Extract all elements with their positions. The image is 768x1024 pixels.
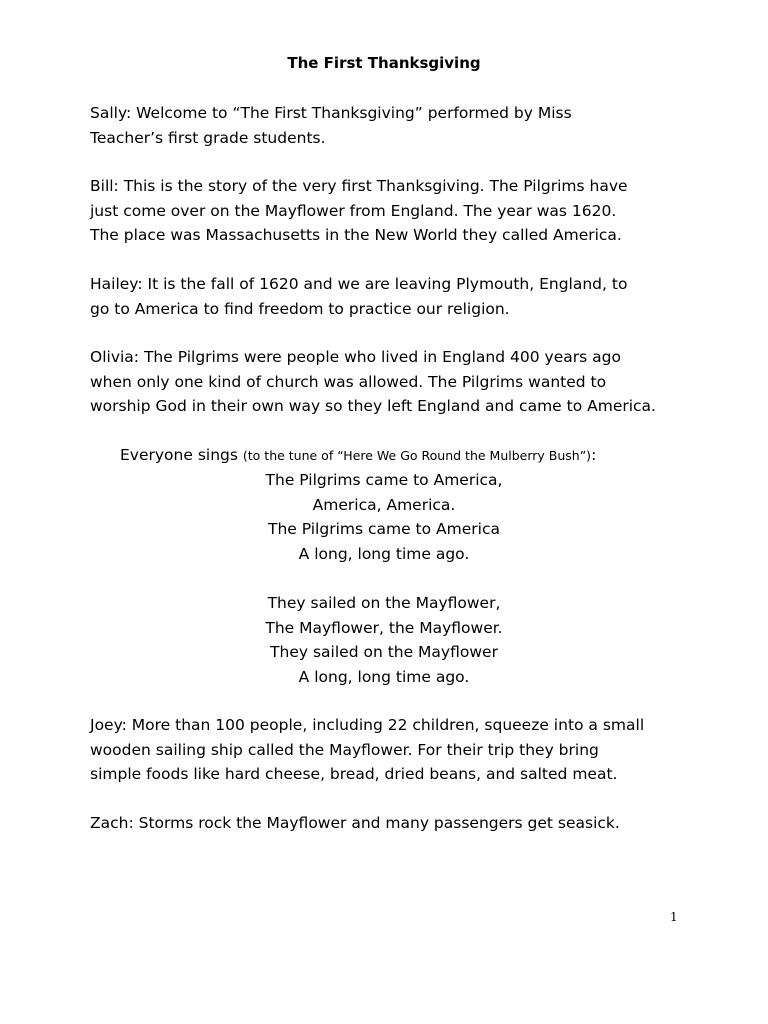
text-line: Zach: Storms rock the Mayflower and many passengers get seasick.: [90, 814, 620, 832]
text-line: simple foods like hard cheese, bread, dried beans, and salted meat.: [90, 765, 618, 783]
text-line: wooden sailing ship called the Mayflower. For their trip they bring: [90, 740, 599, 759]
verse-line: The Mayflower, the Mayflower.: [265, 618, 503, 637]
text-line: Joey: More than 100 people, including 22 children, squeeze into a small: [90, 716, 645, 734]
verse-line: A long, long time ago.: [298, 667, 470, 686]
song-verse-2: [0, 591, 768, 689]
verse-line: America, America.: [312, 495, 456, 514]
text-line: The place was Massachusetts in the New World they called America.: [90, 226, 622, 244]
paragraph-hailey: [90, 272, 710, 321]
paragraph-olivia: [90, 345, 710, 419]
text-line: go to America to find freedom to practice our religion.: [90, 299, 510, 318]
verse-line: A long, long time ago.: [298, 544, 470, 563]
page-title: The First Thanksgiving: [287, 54, 481, 72]
song-intro-label: Everyone sings: [120, 446, 238, 464]
page-number: 1: [670, 910, 678, 924]
paragraph-bill: [90, 174, 710, 248]
text-line: Sally: Welcome to “The First Thanksgiving” performed by Miss: [90, 104, 572, 122]
text-line: Olivia: The Pilgrims were people who lived in England 400 years ago: [90, 348, 621, 366]
song-verse-1: [0, 468, 768, 566]
tune-note: (to the tune of “Here We Go Round the Mulberry Bush”): [242, 448, 592, 463]
verse-line: They sailed on the Mayflower: [270, 643, 498, 661]
paragraph-sally: [90, 101, 710, 150]
song-intro-colon: :: [591, 446, 597, 464]
paragraph-zach: [90, 811, 710, 836]
text-line: worship God in their own way so they left England and came to America.: [90, 397, 656, 415]
verse-line: The Pilgrims came to America,: [265, 471, 503, 489]
text-line: Hailey: It is the fall of 1620 and we are leaving Plymouth, England, to: [90, 275, 628, 293]
text-line: Teacher’s first grade students.: [90, 128, 326, 147]
verse-line: The Pilgrims came to America: [267, 520, 500, 538]
song-intro: [120, 443, 596, 469]
text-line: just come over on the Mayflower from England. The year was 1620.: [90, 201, 617, 220]
paragraph-joey: [90, 713, 710, 787]
verse-line: They sailed on the Mayflower,: [267, 594, 501, 612]
text-line: Bill: This is the story of the very first Thanksgiving. The Pilgrims have: [90, 177, 628, 195]
text-line: when only one kind of church was allowed. The Pilgrims wanted to: [90, 372, 607, 391]
